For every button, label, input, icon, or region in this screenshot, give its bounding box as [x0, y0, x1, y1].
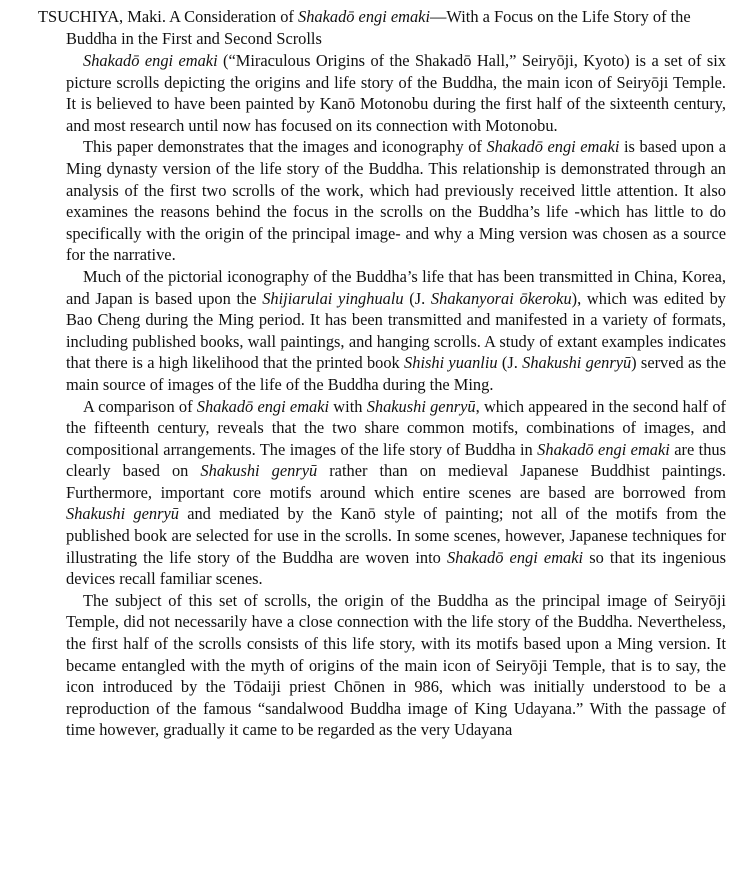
text-run: The subject of this set of scrolls, the origin of the Buddha as the principal image of Seiryōji Temple, did not necessarily have a close connection with the life story of the Buddha. Nevertheless, the first half of the scrolls consists of this life story, with its motifs based upon a Ming version. It became entangled with the myth of origins of the main icon of Seiryōji Temple, that is to say, the icon introduced by the Tōdaiji priest Chōnen in 986, which was initially understood to be a reproduction of the famous “sandalwood Buddha image of King Udayana.” With the passage of time however, gradually it came to be regarded as the very Udayana [66, 590, 726, 740]
text-run: ) served as the main source of images of the life of the Buddha during the Ming. [66, 353, 727, 394]
text-run: are thus clearly based on [66, 439, 726, 481]
text-run: This paper demonstrates that the images and iconography of [83, 137, 487, 157]
italic-title-run: Shakanyorai ōkeroku [430, 288, 572, 308]
italic-title-run: Shakushi genryū [522, 353, 632, 373]
italic-title-run: Shijiarulai yinghualu [262, 288, 404, 308]
text-run: (J. [403, 288, 431, 308]
text-run: (“Miraculous Origins of the Shakadō Hall,” Seiryōji, Kyoto) is a set of six picture scrolls depicting the origins and life story of the Buddha, the main icon of Seiryōji Temple. It is believed to have been painted by Kanō Motonobu during the first half of the sixteenth century, and most research until now has focused on its connection with Motonobu. [66, 51, 726, 135]
text-run: Much of the pictorial iconography of the Buddha’s life that has been transmitted in China, Korea, and Japan is based upon the [66, 266, 726, 308]
abstract-paragraph [66, 590, 726, 741]
abstract-paragraph [66, 136, 726, 266]
abstract-paragraph [66, 50, 726, 136]
abstract-paragraph [66, 266, 726, 396]
italic-title-run: Shakadō engi emaki [537, 439, 670, 459]
italic-title-run: Shakadō engi emaki [486, 137, 620, 157]
text-run: ), which was edited by Bao Cheng during the Ming period. It has been transmitted and manifested in a variety of formats, including published books, wall paintings, and hanging scrolls. A study of extant examples indicates that there is a high likelihood that the printed book [66, 288, 726, 373]
text-run: and mediated by the Kanō style of painting; not all of the motifs from the published book are selected for use in the scrolls. In some scenes, however, Japanese techniques for illustrating the life story of the Buddha are woven into [66, 504, 727, 567]
title-work: Shakadō engi emaki [298, 7, 431, 26]
italic-title-run: Shakadō engi emaki [446, 547, 584, 567]
author-name: TSUCHIYA, Maki. [38, 7, 166, 26]
italic-title-run: Shakushi genryū [200, 461, 318, 481]
abstract-paragraph [66, 396, 726, 590]
italic-title-run: Shakushi genryū [66, 504, 179, 524]
text-run: so that its ingenious devices recall familiar scenes. [66, 547, 727, 589]
title-prefix: A Consideration of [169, 7, 294, 26]
text-run: A comparison of [83, 396, 197, 416]
italic-title-run: Shakadō engi emaki [83, 51, 218, 70]
italic-title-run: Shishi yuanliu [404, 353, 498, 373]
article-heading [0, 0, 750, 50]
title-suffix: —With a Focus on the Life Story of the Buddha in the First and Second Scrolls [66, 7, 691, 48]
text-run: is based upon a Ming dynasty version of the life story of the Buddha. This relationship is demonstrated through an analysis of the first two scrolls of the work, which had previously received little attention. It also examines the reasons behind the focus in the scrolls on the Buddha’s life -which has little to do specifically with the origin of the principal image- and why a Ming version was chosen as a source for the narrative. [66, 137, 727, 265]
text-run: rather than on medieval Japanese Buddhist paintings. Furthermore, important core motifs around which entire scenes are based are borrowed from [66, 461, 726, 502]
abstract-body [0, 50, 750, 741]
text-run: (J. [497, 353, 523, 373]
text-run: with [329, 396, 367, 416]
text-run: , which appeared in the second half of the fifteenth century, reveals that the two share common motifs, combinations of images, and compositional arrangements. The images of the life story of Buddha in [66, 396, 727, 459]
italic-title-run: Shakushi genryū [366, 396, 476, 416]
italic-title-run: Shakadō engi emaki [196, 396, 330, 416]
